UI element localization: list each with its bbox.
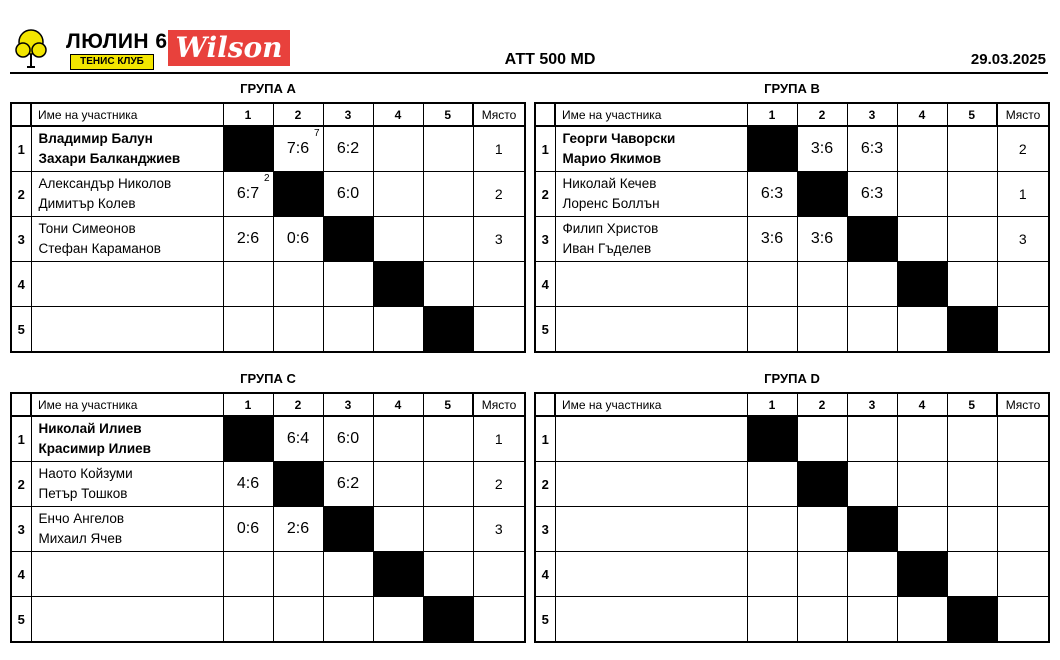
table-row bbox=[535, 507, 1049, 552]
place-value bbox=[473, 262, 525, 307]
score-cell bbox=[847, 307, 897, 353]
score-cell bbox=[423, 416, 473, 462]
player-1-name: Владимир Балун bbox=[38, 131, 153, 146]
score-value: 3:6 bbox=[810, 140, 834, 157]
self-match-cell bbox=[847, 507, 897, 552]
table-row bbox=[535, 552, 1049, 597]
self-match-cell bbox=[897, 262, 947, 307]
row-number: 2 bbox=[11, 172, 31, 217]
header-participant: Име на участника bbox=[31, 103, 223, 126]
table-row bbox=[11, 462, 525, 507]
pair-names bbox=[555, 126, 747, 172]
header-col-n2: 2 bbox=[797, 103, 847, 126]
self-match-cell bbox=[323, 217, 373, 262]
club-logo bbox=[12, 26, 168, 72]
club-name: ЛЮЛИН 6 bbox=[66, 30, 168, 53]
score-cell bbox=[947, 416, 997, 462]
player-1-name: Николай Кечев bbox=[562, 176, 657, 191]
table-row bbox=[11, 507, 525, 552]
row-number: 5 bbox=[535, 307, 555, 353]
player-2-name: Димитър Колев bbox=[38, 196, 136, 211]
score-cell bbox=[947, 462, 997, 507]
header-col-n4: 4 bbox=[373, 103, 423, 126]
score-cell bbox=[747, 217, 797, 262]
group-title: ГРУПА А bbox=[240, 81, 296, 96]
score-cell bbox=[373, 416, 423, 462]
score-cell bbox=[847, 462, 897, 507]
row-number: 3 bbox=[11, 507, 31, 552]
table-row bbox=[535, 307, 1049, 353]
score-cell bbox=[897, 597, 947, 643]
pair-names bbox=[555, 262, 747, 307]
player-2-name: Петър Тошков bbox=[38, 486, 128, 501]
place-value bbox=[997, 597, 1049, 643]
header-col-n5: 5 bbox=[423, 103, 473, 126]
row-number: 4 bbox=[535, 262, 555, 307]
score-cell bbox=[747, 172, 797, 217]
self-match-cell bbox=[747, 416, 797, 462]
table-row bbox=[11, 126, 525, 172]
score-value: 6:2 bbox=[336, 475, 360, 492]
tennis-ball-icon bbox=[14, 28, 48, 68]
score-cell bbox=[747, 552, 797, 597]
player-1-name: Филип Христов bbox=[562, 221, 659, 236]
self-match-cell bbox=[897, 552, 947, 597]
table-row bbox=[535, 126, 1049, 172]
score-cell bbox=[373, 597, 423, 643]
place-value: 3 bbox=[997, 217, 1049, 262]
place-value bbox=[997, 307, 1049, 353]
score-cell bbox=[797, 597, 847, 643]
pair-names bbox=[555, 462, 747, 507]
table-row bbox=[535, 462, 1049, 507]
place-value bbox=[997, 462, 1049, 507]
score-cell bbox=[423, 462, 473, 507]
place-value bbox=[473, 597, 525, 643]
score-cell bbox=[423, 552, 473, 597]
score-cell bbox=[797, 552, 847, 597]
header-corner bbox=[11, 103, 31, 126]
player-2-name: Лоренс Боллън bbox=[562, 196, 660, 211]
pair-names bbox=[555, 307, 747, 353]
header-corner bbox=[535, 103, 555, 126]
score-cell bbox=[847, 262, 897, 307]
table-header-row bbox=[11, 103, 525, 126]
group-title: ГРУПА D bbox=[764, 371, 820, 386]
row-number: 5 bbox=[11, 597, 31, 643]
score-cell bbox=[897, 462, 947, 507]
score-cell bbox=[223, 172, 273, 217]
row-number: 1 bbox=[535, 416, 555, 462]
tournament-title: АТТ 500 MD bbox=[504, 51, 596, 68]
score-cell bbox=[323, 462, 373, 507]
score-cell bbox=[847, 552, 897, 597]
header-col-n1: 1 bbox=[223, 393, 273, 416]
row-number: 4 bbox=[11, 262, 31, 307]
player-2-name: Захари Балканджиев bbox=[38, 151, 181, 166]
score-cell bbox=[373, 307, 423, 353]
header-col-n4: 4 bbox=[897, 103, 947, 126]
score-cell bbox=[223, 507, 273, 552]
score-cell bbox=[423, 172, 473, 217]
row-number: 1 bbox=[11, 126, 31, 172]
score-value: 6:0 bbox=[336, 185, 360, 202]
self-match-cell bbox=[747, 126, 797, 172]
pair-names bbox=[31, 262, 223, 307]
score-cell bbox=[373, 172, 423, 217]
pair-names bbox=[555, 172, 747, 217]
score-cell bbox=[323, 416, 373, 462]
table-row bbox=[535, 217, 1049, 262]
header-col-n3: 3 bbox=[323, 393, 373, 416]
score-cell bbox=[847, 172, 897, 217]
score-cell bbox=[747, 262, 797, 307]
score-cell bbox=[847, 597, 897, 643]
row-number: 5 bbox=[11, 307, 31, 353]
pair-names bbox=[31, 126, 223, 172]
group-table bbox=[10, 102, 526, 353]
score-cell bbox=[747, 597, 797, 643]
score-cell bbox=[947, 507, 997, 552]
group-table bbox=[10, 392, 526, 643]
self-match-cell bbox=[273, 172, 323, 217]
score-cell bbox=[947, 217, 997, 262]
score-cell bbox=[373, 462, 423, 507]
row-number: 4 bbox=[535, 552, 555, 597]
player-2-name: Стефан Караманов bbox=[38, 241, 161, 256]
score-cell bbox=[223, 307, 273, 353]
header-col-n4: 4 bbox=[897, 393, 947, 416]
score-cell bbox=[273, 126, 323, 172]
player-1-name: Наото Койзуми bbox=[38, 466, 133, 481]
header-participant: Име на участника bbox=[555, 393, 747, 416]
place-value bbox=[997, 262, 1049, 307]
table-row bbox=[11, 172, 525, 217]
score-cell bbox=[423, 507, 473, 552]
score-cell bbox=[797, 307, 847, 353]
place-value bbox=[473, 307, 525, 353]
table-row bbox=[535, 597, 1049, 643]
score-cell bbox=[747, 507, 797, 552]
score-cell bbox=[897, 126, 947, 172]
player-1-name: Георги Чаворски bbox=[562, 131, 676, 146]
row-number: 3 bbox=[535, 217, 555, 262]
tournament-date: 29.03.2025 bbox=[970, 51, 1046, 68]
pair-names bbox=[31, 416, 223, 462]
score-value: 6:3 bbox=[860, 140, 884, 157]
score-cell bbox=[797, 416, 847, 462]
player-1-name: Енчо Ангелов bbox=[38, 511, 125, 526]
pair-names bbox=[555, 416, 747, 462]
score-cell bbox=[223, 597, 273, 643]
place-value: 1 bbox=[473, 126, 525, 172]
group-table bbox=[534, 392, 1050, 643]
table-row bbox=[11, 217, 525, 262]
self-match-cell bbox=[223, 416, 273, 462]
self-match-cell bbox=[423, 307, 473, 353]
place-value: 3 bbox=[473, 217, 525, 262]
score-cell bbox=[423, 126, 473, 172]
pair-names bbox=[31, 217, 223, 262]
score-cell bbox=[797, 262, 847, 307]
score-cell bbox=[323, 172, 373, 217]
tiebreak-score: 7 bbox=[313, 128, 320, 139]
pair-names bbox=[31, 172, 223, 217]
score-value: 7:6 bbox=[286, 140, 310, 157]
header-col-n2: 2 bbox=[273, 393, 323, 416]
place-value: 2 bbox=[473, 172, 525, 217]
score-cell bbox=[323, 552, 373, 597]
score-cell bbox=[947, 552, 997, 597]
score-cell bbox=[847, 416, 897, 462]
group-title: ГРУПА С bbox=[240, 371, 296, 386]
score-cell bbox=[373, 217, 423, 262]
self-match-cell bbox=[373, 262, 423, 307]
header-place: Място bbox=[473, 103, 525, 126]
player-1-name: Тони Симеонов bbox=[38, 221, 136, 236]
place-value: 1 bbox=[997, 172, 1049, 217]
header-col-n3: 3 bbox=[847, 393, 897, 416]
table-header-row bbox=[535, 103, 1049, 126]
score-value: 6:4 bbox=[286, 430, 310, 447]
score-cell bbox=[897, 416, 947, 462]
header-col-n5: 5 bbox=[423, 393, 473, 416]
header-col-n3: 3 bbox=[323, 103, 373, 126]
pair-names bbox=[31, 507, 223, 552]
header-participant: Име на участника bbox=[555, 103, 747, 126]
score-cell bbox=[223, 552, 273, 597]
player-2-name: Марио Якимов bbox=[562, 151, 662, 166]
score-cell bbox=[423, 217, 473, 262]
row-number: 2 bbox=[535, 172, 555, 217]
table-row bbox=[11, 416, 525, 462]
score-value: 0:6 bbox=[236, 520, 260, 537]
pair-names bbox=[555, 217, 747, 262]
score-cell bbox=[897, 217, 947, 262]
score-cell bbox=[323, 262, 373, 307]
score-cell bbox=[223, 217, 273, 262]
row-number: 1 bbox=[535, 126, 555, 172]
row-number: 4 bbox=[11, 552, 31, 597]
score-cell bbox=[323, 307, 373, 353]
score-cell bbox=[797, 126, 847, 172]
row-number: 3 bbox=[11, 217, 31, 262]
self-match-cell bbox=[223, 126, 273, 172]
score-cell bbox=[747, 307, 797, 353]
table-row bbox=[11, 597, 525, 643]
score-cell bbox=[273, 416, 323, 462]
self-match-cell bbox=[947, 307, 997, 353]
row-number: 5 bbox=[535, 597, 555, 643]
group-title: ГРУПА В bbox=[764, 81, 820, 96]
header-place: Място bbox=[997, 103, 1049, 126]
score-cell bbox=[897, 307, 947, 353]
score-cell bbox=[273, 552, 323, 597]
header-col-n2: 2 bbox=[273, 103, 323, 126]
player-1-name: Николай Илиев bbox=[38, 421, 142, 436]
club-subtitle: ТЕНИС КЛУБ bbox=[70, 54, 154, 70]
score-cell bbox=[323, 597, 373, 643]
score-cell bbox=[747, 462, 797, 507]
score-cell bbox=[947, 262, 997, 307]
header-col-n2: 2 bbox=[797, 393, 847, 416]
table-row bbox=[535, 172, 1049, 217]
group-table bbox=[534, 102, 1050, 353]
score-cell bbox=[423, 262, 473, 307]
self-match-cell bbox=[273, 462, 323, 507]
table-row bbox=[11, 552, 525, 597]
pair-names bbox=[31, 307, 223, 353]
tiebreak-score: 2 bbox=[263, 173, 270, 184]
score-value: 0:6 bbox=[286, 230, 310, 247]
table-row bbox=[11, 307, 525, 353]
pair-names bbox=[31, 552, 223, 597]
header-place: Място bbox=[473, 393, 525, 416]
place-value bbox=[997, 507, 1049, 552]
place-value bbox=[997, 416, 1049, 462]
self-match-cell bbox=[797, 172, 847, 217]
score-cell bbox=[847, 126, 897, 172]
score-value: 3:6 bbox=[760, 230, 784, 247]
row-number: 2 bbox=[535, 462, 555, 507]
self-match-cell bbox=[323, 507, 373, 552]
player-2-name: Красимир Илиев bbox=[38, 441, 151, 456]
score-cell bbox=[273, 262, 323, 307]
score-cell bbox=[323, 126, 373, 172]
header-corner bbox=[11, 393, 31, 416]
pair-names bbox=[555, 507, 747, 552]
self-match-cell bbox=[423, 597, 473, 643]
header-corner bbox=[535, 393, 555, 416]
score-value: 4:6 bbox=[236, 475, 260, 492]
header-col-n1: 1 bbox=[747, 393, 797, 416]
place-value: 3 bbox=[473, 507, 525, 552]
player-2-name: Иван Гъделев bbox=[562, 241, 652, 256]
place-value bbox=[473, 552, 525, 597]
header-col-n3: 3 bbox=[847, 103, 897, 126]
player-1-name: Александър Николов bbox=[38, 176, 172, 191]
score-cell bbox=[797, 507, 847, 552]
score-value: 2:6 bbox=[286, 520, 310, 537]
pair-names bbox=[31, 462, 223, 507]
score-cell bbox=[897, 507, 947, 552]
score-cell bbox=[273, 217, 323, 262]
header-participant: Име на участника bbox=[31, 393, 223, 416]
row-number: 1 bbox=[11, 416, 31, 462]
place-value bbox=[997, 552, 1049, 597]
score-cell bbox=[273, 597, 323, 643]
header-col-n4: 4 bbox=[373, 393, 423, 416]
place-value: 1 bbox=[473, 416, 525, 462]
score-cell bbox=[223, 462, 273, 507]
table-row bbox=[11, 262, 525, 307]
place-value: 2 bbox=[997, 126, 1049, 172]
table-row bbox=[535, 262, 1049, 307]
score-value: 6:2 bbox=[336, 140, 360, 157]
score-value: 3:6 bbox=[810, 230, 834, 247]
score-cell bbox=[273, 307, 323, 353]
header-divider bbox=[10, 72, 1048, 74]
pair-names bbox=[555, 552, 747, 597]
score-cell bbox=[947, 126, 997, 172]
row-number: 2 bbox=[11, 462, 31, 507]
score-cell bbox=[373, 126, 423, 172]
score-cell bbox=[273, 507, 323, 552]
header-col-n5: 5 bbox=[947, 103, 997, 126]
self-match-cell bbox=[847, 217, 897, 262]
score-value: 6:3 bbox=[860, 185, 884, 202]
pair-names bbox=[31, 597, 223, 643]
score-cell bbox=[373, 507, 423, 552]
page-header bbox=[0, 0, 1060, 76]
row-number: 3 bbox=[535, 507, 555, 552]
table-header-row bbox=[535, 393, 1049, 416]
sponsor-logo: Wilson bbox=[168, 30, 290, 66]
score-value: 6:3 bbox=[760, 185, 784, 202]
header-col-n5: 5 bbox=[947, 393, 997, 416]
score-value: 6:7 bbox=[236, 185, 260, 202]
player-2-name: Михаил Ячев bbox=[38, 531, 123, 546]
score-value: 2:6 bbox=[236, 230, 260, 247]
table-row bbox=[535, 416, 1049, 462]
score-cell bbox=[947, 172, 997, 217]
self-match-cell bbox=[373, 552, 423, 597]
self-match-cell bbox=[797, 462, 847, 507]
score-cell bbox=[797, 217, 847, 262]
header-place: Място bbox=[997, 393, 1049, 416]
self-match-cell bbox=[947, 597, 997, 643]
pair-names bbox=[555, 597, 747, 643]
header-col-n1: 1 bbox=[223, 103, 273, 126]
score-value: 6:0 bbox=[336, 430, 360, 447]
score-cell bbox=[897, 172, 947, 217]
table-header-row bbox=[11, 393, 525, 416]
score-cell bbox=[223, 262, 273, 307]
place-value: 2 bbox=[473, 462, 525, 507]
header-col-n1: 1 bbox=[747, 103, 797, 126]
